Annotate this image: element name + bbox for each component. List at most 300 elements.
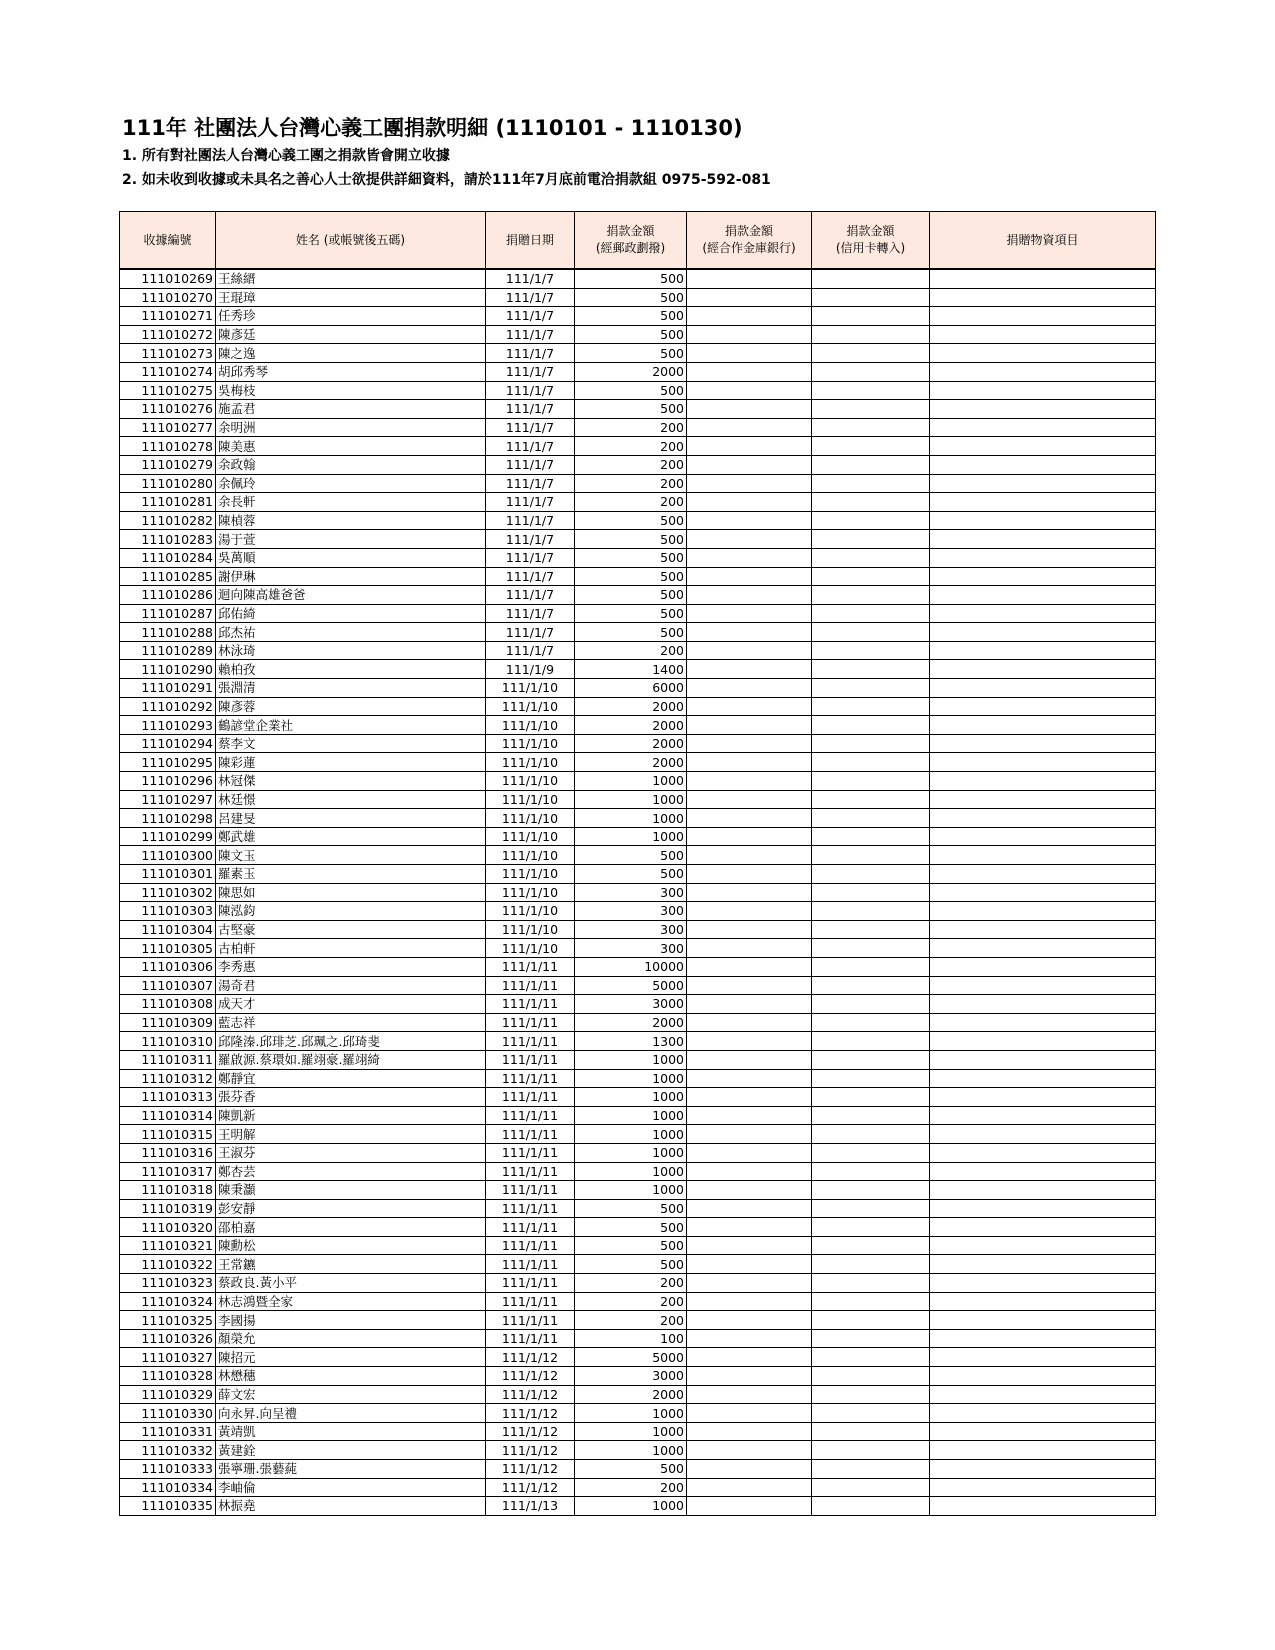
receipt-no-cell: 111010283 <box>120 530 216 549</box>
table-row <box>120 1069 1156 1088</box>
amount-card-cell <box>812 1311 930 1330</box>
amount-card-cell <box>812 1236 930 1255</box>
donation-date-cell: 111/1/10 <box>486 734 575 753</box>
amount-bank-cell <box>687 809 812 828</box>
table-row <box>120 1292 1156 1311</box>
amount-bank-cell <box>687 1311 812 1330</box>
amount-bank-cell <box>687 362 812 381</box>
amount-bank-cell <box>687 493 812 512</box>
donor-name-cell: 余明洲 <box>216 418 486 437</box>
table-row <box>120 1460 1156 1479</box>
donation-date-cell: 111/1/7 <box>486 418 575 437</box>
header-amount-post-line1: 捐款金額 <box>606 224 655 238</box>
donor-name-cell: 邱佑綺 <box>216 604 486 623</box>
donation-date-cell: 111/1/11 <box>486 995 575 1014</box>
donated-items-cell <box>930 1069 1156 1088</box>
receipt-no-cell: 111010315 <box>120 1125 216 1144</box>
amount-post-cell: 2000 <box>575 362 687 381</box>
receipt-no-cell: 111010309 <box>120 1013 216 1032</box>
donated-items-cell <box>930 1125 1156 1144</box>
donation-date-cell: 111/1/12 <box>486 1478 575 1497</box>
receipt-no-cell: 111010285 <box>120 567 216 586</box>
donor-name-cell: 羅啟源.蔡環如.羅翊豪.羅翊綺 <box>216 1050 486 1069</box>
donated-items-cell <box>930 939 1156 958</box>
donation-date-cell: 111/1/10 <box>486 883 575 902</box>
receipt-no-cell: 111010320 <box>120 1218 216 1237</box>
donor-name-cell: 施孟君 <box>216 400 486 419</box>
amount-post-cell: 1000 <box>575 827 687 846</box>
donation-date-cell: 111/1/11 <box>486 1125 575 1144</box>
amount-post-cell: 3000 <box>575 1367 687 1386</box>
donation-date-cell: 111/1/12 <box>486 1348 575 1367</box>
amount-post-cell: 2000 <box>575 716 687 735</box>
donor-name-cell: 陳之逸 <box>216 344 486 363</box>
donation-date-cell: 111/1/11 <box>486 976 575 995</box>
amount-bank-cell <box>687 1478 812 1497</box>
table-row <box>120 493 1156 512</box>
receipt-no-cell: 111010271 <box>120 307 216 326</box>
donation-date-cell: 111/1/13 <box>486 1497 575 1516</box>
receipt-no-cell: 111010310 <box>120 1032 216 1051</box>
donor-name-cell: 邱杰祐 <box>216 623 486 642</box>
amount-card-cell <box>812 1329 930 1348</box>
amount-card-cell <box>812 641 930 660</box>
donation-date-cell: 111/1/11 <box>486 1329 575 1348</box>
amount-post-cell: 3000 <box>575 995 687 1014</box>
donor-name-cell: 向永昇.向呈禮 <box>216 1404 486 1423</box>
table-row <box>120 1478 1156 1497</box>
amount-bank-cell <box>687 902 812 921</box>
receipt-no-cell: 111010324 <box>120 1292 216 1311</box>
receipt-no-cell: 111010314 <box>120 1106 216 1125</box>
amount-card-cell <box>812 362 930 381</box>
amount-card-cell <box>812 1032 930 1051</box>
donation-date-cell: 111/1/11 <box>486 1088 575 1107</box>
amount-bank-cell <box>687 697 812 716</box>
table-row <box>120 995 1156 1014</box>
table-row <box>120 307 1156 326</box>
donated-items-cell <box>930 865 1156 884</box>
donated-items-cell <box>930 1143 1156 1162</box>
table-row <box>120 753 1156 772</box>
amount-card-cell <box>812 772 930 791</box>
donation-date-cell: 111/1/7 <box>486 344 575 363</box>
receipt-no-cell: 111010274 <box>120 362 216 381</box>
amount-bank-cell <box>687 957 812 976</box>
amount-post-cell: 1000 <box>575 1143 687 1162</box>
donation-date-cell: 111/1/7 <box>486 400 575 419</box>
table-row <box>120 1162 1156 1181</box>
amount-post-cell: 500 <box>575 1255 687 1274</box>
donated-items-cell <box>930 827 1156 846</box>
amount-card-cell <box>812 1255 930 1274</box>
table-row <box>120 976 1156 995</box>
amount-card-cell <box>812 753 930 772</box>
amount-post-cell: 1000 <box>575 1069 687 1088</box>
amount-post-cell: 500 <box>575 865 687 884</box>
receipt-no-cell: 111010301 <box>120 865 216 884</box>
donated-items-cell <box>930 679 1156 698</box>
amount-bank-cell <box>687 772 812 791</box>
amount-post-cell: 300 <box>575 920 687 939</box>
table-row <box>120 474 1156 493</box>
amount-card-cell <box>812 288 930 307</box>
header-items-label: 捐贈物資項目 <box>1006 232 1079 247</box>
amount-post-cell: 500 <box>575 307 687 326</box>
donor-name-cell: 吳梅枝 <box>216 381 486 400</box>
receipt-no-cell: 111010297 <box>120 790 216 809</box>
donor-name-cell: 邱隆溱.邱琲芝.邱珮之.邱琦斐 <box>216 1032 486 1051</box>
donor-name-cell: 古堅豪 <box>216 920 486 939</box>
receipt-no-cell: 111010287 <box>120 604 216 623</box>
amount-post-cell: 500 <box>575 1199 687 1218</box>
donated-items-cell <box>930 846 1156 865</box>
donated-items-cell <box>930 307 1156 326</box>
header-amount-bank <box>687 212 812 270</box>
amount-bank-cell <box>687 753 812 772</box>
donor-name-cell: 林冠傑 <box>216 772 486 791</box>
table-row <box>120 455 1156 474</box>
amount-card-cell <box>812 697 930 716</box>
donation-date-cell: 111/1/12 <box>486 1460 575 1479</box>
donated-items-cell <box>930 1255 1156 1274</box>
donated-items-cell <box>930 995 1156 1014</box>
header-date-label: 捐贈日期 <box>505 232 554 247</box>
amount-bank-cell <box>687 883 812 902</box>
donated-items-cell <box>930 902 1156 921</box>
amount-post-cell: 5000 <box>575 976 687 995</box>
amount-bank-cell <box>687 660 812 679</box>
amount-post-cell: 500 <box>575 604 687 623</box>
receipt-no-cell: 111010284 <box>120 548 216 567</box>
donated-items-cell <box>930 1385 1156 1404</box>
amount-post-cell: 300 <box>575 883 687 902</box>
receipt-no-cell: 111010280 <box>120 474 216 493</box>
receipt-no-cell: 111010311 <box>120 1050 216 1069</box>
table-row <box>120 697 1156 716</box>
amount-card-cell <box>812 716 930 735</box>
donor-name-cell: 湯于萱 <box>216 530 486 549</box>
donated-items-cell <box>930 660 1156 679</box>
amount-card-cell <box>812 325 930 344</box>
amount-post-cell: 1000 <box>575 1422 687 1441</box>
header-receipt-no-label: 收據編號 <box>143 232 192 247</box>
amount-post-cell: 100 <box>575 1329 687 1348</box>
amount-post-cell: 1000 <box>575 1162 687 1181</box>
amount-card-cell <box>812 1367 930 1386</box>
page-title: 111年 社團法人台灣心義工團捐款明細 (1110101 - 1110130) <box>122 116 743 140</box>
receipt-no-cell: 111010334 <box>120 1478 216 1497</box>
amount-card-cell <box>812 604 930 623</box>
amount-card-cell <box>812 1013 930 1032</box>
amount-post-cell: 2000 <box>575 697 687 716</box>
table-row <box>120 1088 1156 1107</box>
donor-name-cell: 陳彥蓉 <box>216 697 486 716</box>
amount-post-cell: 500 <box>575 548 687 567</box>
amount-bank-cell <box>687 1143 812 1162</box>
donor-name-cell: 呂建旻 <box>216 809 486 828</box>
amount-bank-cell <box>687 1050 812 1069</box>
table-row <box>120 1348 1156 1367</box>
donor-name-cell: 鄭武雄 <box>216 827 486 846</box>
amount-post-cell: 200 <box>575 474 687 493</box>
amount-bank-cell <box>687 679 812 698</box>
donation-date-cell: 111/1/10 <box>486 939 575 958</box>
amount-bank-cell <box>687 567 812 586</box>
amount-card-cell <box>812 455 930 474</box>
amount-card-cell <box>812 269 930 288</box>
amount-card-cell <box>812 437 930 456</box>
amount-card-cell <box>812 1441 930 1460</box>
donated-items-cell <box>930 1422 1156 1441</box>
amount-post-cell: 500 <box>575 1460 687 1479</box>
donation-date-cell: 111/1/7 <box>486 511 575 530</box>
receipt-no-cell: 111010273 <box>120 344 216 363</box>
amount-bank-cell <box>687 641 812 660</box>
amount-card-cell <box>812 920 930 939</box>
table-row <box>120 344 1156 363</box>
donor-name-cell: 李秀惠 <box>216 957 486 976</box>
amount-post-cell: 500 <box>575 288 687 307</box>
donor-name-cell: 余佩玲 <box>216 474 486 493</box>
amount-post-cell: 200 <box>575 418 687 437</box>
header-amount-bank-line1: 捐款金額 <box>724 224 773 238</box>
amount-post-cell: 1000 <box>575 1181 687 1200</box>
amount-post-cell: 2000 <box>575 734 687 753</box>
receipt-no-cell: 111010335 <box>120 1497 216 1516</box>
receipt-no-cell: 111010276 <box>120 400 216 419</box>
donated-items-cell <box>930 548 1156 567</box>
donated-items-cell <box>930 1236 1156 1255</box>
donor-name-cell: 賴柏孜 <box>216 660 486 679</box>
receipt-no-cell: 111010323 <box>120 1274 216 1293</box>
donated-items-cell <box>930 1218 1156 1237</box>
amount-post-cell: 1000 <box>575 809 687 828</box>
donated-items-cell <box>930 530 1156 549</box>
donor-name-cell: 成天才 <box>216 995 486 1014</box>
donation-date-cell: 111/1/7 <box>486 288 575 307</box>
table-row <box>120 1311 1156 1330</box>
amount-bank-cell <box>687 865 812 884</box>
amount-bank-cell <box>687 1367 812 1386</box>
receipt-no-cell: 111010328 <box>120 1367 216 1386</box>
amount-card-cell <box>812 679 930 698</box>
donation-date-cell: 111/1/11 <box>486 1069 575 1088</box>
donation-date-cell: 111/1/11 <box>486 1106 575 1125</box>
amount-bank-cell <box>687 288 812 307</box>
donated-items-cell <box>930 1106 1156 1125</box>
donated-items-cell <box>930 344 1156 363</box>
donation-date-cell: 111/1/12 <box>486 1385 575 1404</box>
donated-items-cell <box>930 623 1156 642</box>
table-row <box>120 902 1156 921</box>
table-row <box>120 1367 1156 1386</box>
donor-name-cell: 陳凱新 <box>216 1106 486 1125</box>
table-row <box>120 660 1156 679</box>
table-row <box>120 1255 1156 1274</box>
donation-date-cell: 111/1/11 <box>486 1032 575 1051</box>
donated-items-cell <box>930 1441 1156 1460</box>
amount-bank-cell <box>687 1460 812 1479</box>
donor-name-cell: 胡邱秀琴 <box>216 362 486 381</box>
donation-date-cell: 111/1/10 <box>486 716 575 735</box>
amount-card-cell <box>812 660 930 679</box>
donation-date-cell: 111/1/11 <box>486 1255 575 1274</box>
donor-name-cell: 藍志祥 <box>216 1013 486 1032</box>
amount-post-cell: 500 <box>575 344 687 363</box>
receipt-no-cell: 111010327 <box>120 1348 216 1367</box>
amount-card-cell <box>812 883 930 902</box>
donor-name-cell: 王絲縉 <box>216 269 486 288</box>
amount-card-cell <box>812 474 930 493</box>
amount-card-cell <box>812 1050 930 1069</box>
donation-date-cell: 111/1/11 <box>486 1274 575 1293</box>
table-row <box>120 548 1156 567</box>
amount-card-cell <box>812 511 930 530</box>
donation-date-cell: 111/1/7 <box>486 623 575 642</box>
donated-items-cell <box>930 474 1156 493</box>
table-row <box>120 1329 1156 1348</box>
receipt-no-cell: 111010299 <box>120 827 216 846</box>
table-row <box>120 939 1156 958</box>
donation-date-cell: 111/1/7 <box>486 586 575 605</box>
donor-name-cell: 鄭靜宜 <box>216 1069 486 1088</box>
receipt-no-cell: 111010304 <box>120 920 216 939</box>
amount-card-cell <box>812 846 930 865</box>
amount-post-cell: 500 <box>575 325 687 344</box>
amount-bank-cell <box>687 1013 812 1032</box>
amount-card-cell <box>812 530 930 549</box>
donor-name-cell: 蔡李文 <box>216 734 486 753</box>
amount-post-cell: 1000 <box>575 1125 687 1144</box>
amount-post-cell: 500 <box>575 400 687 419</box>
amount-card-cell <box>812 865 930 884</box>
amount-card-cell <box>812 1125 930 1144</box>
table-header-row <box>120 212 1156 270</box>
amount-bank-cell <box>687 344 812 363</box>
donation-date-cell: 111/1/10 <box>486 902 575 921</box>
amount-card-cell <box>812 902 930 921</box>
note-receipt: 1. 所有對社團法人台灣心義工團之捐款皆會開立收據 <box>122 148 450 164</box>
amount-bank-cell <box>687 1497 812 1516</box>
amount-bank-cell <box>687 1106 812 1125</box>
amount-card-cell <box>812 1143 930 1162</box>
donated-items-cell <box>930 1274 1156 1293</box>
donation-date-cell: 111/1/11 <box>486 1143 575 1162</box>
donor-name-cell: 張寧珊.張藝蒓 <box>216 1460 486 1479</box>
amount-bank-cell <box>687 530 812 549</box>
table-row <box>120 567 1156 586</box>
table-row <box>120 790 1156 809</box>
amount-post-cell: 500 <box>575 381 687 400</box>
donor-name-cell: 陳招元 <box>216 1348 486 1367</box>
amount-bank-cell <box>687 846 812 865</box>
donated-items-cell <box>930 1050 1156 1069</box>
receipt-no-cell: 111010302 <box>120 883 216 902</box>
amount-bank-cell <box>687 1069 812 1088</box>
table-row <box>120 1497 1156 1516</box>
amount-bank-cell <box>687 734 812 753</box>
donation-date-cell: 111/1/7 <box>486 530 575 549</box>
table-row <box>120 1422 1156 1441</box>
donated-items-cell <box>930 734 1156 753</box>
receipt-no-cell: 111010331 <box>120 1422 216 1441</box>
table-row <box>120 1013 1156 1032</box>
donation-date-cell: 111/1/7 <box>486 307 575 326</box>
receipt-no-cell: 111010312 <box>120 1069 216 1088</box>
receipt-no-cell: 111010308 <box>120 995 216 1014</box>
donor-name-cell: 陳思如 <box>216 883 486 902</box>
amount-bank-cell <box>687 1422 812 1441</box>
donated-items-cell <box>930 1329 1156 1348</box>
amount-post-cell: 200 <box>575 455 687 474</box>
donor-name-cell: 陳泓鈞 <box>216 902 486 921</box>
donor-name-cell: 黃靖凱 <box>216 1422 486 1441</box>
amount-bank-cell <box>687 511 812 530</box>
donated-items-cell <box>930 753 1156 772</box>
amount-bank-cell <box>687 827 812 846</box>
amount-card-cell <box>812 1348 930 1367</box>
receipt-no-cell: 111010281 <box>120 493 216 512</box>
amount-bank-cell <box>687 1088 812 1107</box>
receipt-no-cell: 111010292 <box>120 697 216 716</box>
donated-items-cell <box>930 1199 1156 1218</box>
table-row <box>120 511 1156 530</box>
donation-date-cell: 111/1/12 <box>486 1422 575 1441</box>
amount-card-cell <box>812 307 930 326</box>
amount-bank-cell <box>687 548 812 567</box>
table-row <box>120 809 1156 828</box>
donated-items-cell <box>930 1497 1156 1516</box>
receipt-no-cell: 111010286 <box>120 586 216 605</box>
donated-items-cell <box>930 809 1156 828</box>
receipt-no-cell: 111010291 <box>120 679 216 698</box>
receipt-no-cell: 111010294 <box>120 734 216 753</box>
donated-items-cell <box>930 288 1156 307</box>
donor-name-cell: 陳文玉 <box>216 846 486 865</box>
donor-name-cell: 顏榮允 <box>216 1329 486 1348</box>
table-row <box>120 1106 1156 1125</box>
amount-card-cell <box>812 381 930 400</box>
table-row <box>120 1385 1156 1404</box>
donated-items-cell <box>930 1367 1156 1386</box>
receipt-no-cell: 111010290 <box>120 660 216 679</box>
receipt-no-cell: 111010333 <box>120 1460 216 1479</box>
donated-items-cell <box>930 641 1156 660</box>
donated-items-cell <box>930 567 1156 586</box>
donated-items-cell <box>930 1032 1156 1051</box>
amount-card-cell <box>812 344 930 363</box>
donated-items-cell <box>930 586 1156 605</box>
donor-name-cell: 林振堯 <box>216 1497 486 1516</box>
table-row <box>120 1404 1156 1423</box>
table-row <box>120 325 1156 344</box>
amount-card-cell <box>812 1199 930 1218</box>
amount-post-cell: 5000 <box>575 1348 687 1367</box>
receipt-no-cell: 111010300 <box>120 846 216 865</box>
donor-name-cell: 陳彥廷 <box>216 325 486 344</box>
header-date <box>486 212 575 270</box>
table-row <box>120 1050 1156 1069</box>
receipt-no-cell: 111010303 <box>120 902 216 921</box>
table-row <box>120 1181 1156 1200</box>
donated-items-cell <box>930 604 1156 623</box>
donation-date-cell: 111/1/10 <box>486 827 575 846</box>
donor-name-cell: 邵柏嘉 <box>216 1218 486 1237</box>
receipt-no-cell: 111010282 <box>120 511 216 530</box>
receipt-no-cell: 111010293 <box>120 716 216 735</box>
receipt-no-cell: 111010321 <box>120 1236 216 1255</box>
